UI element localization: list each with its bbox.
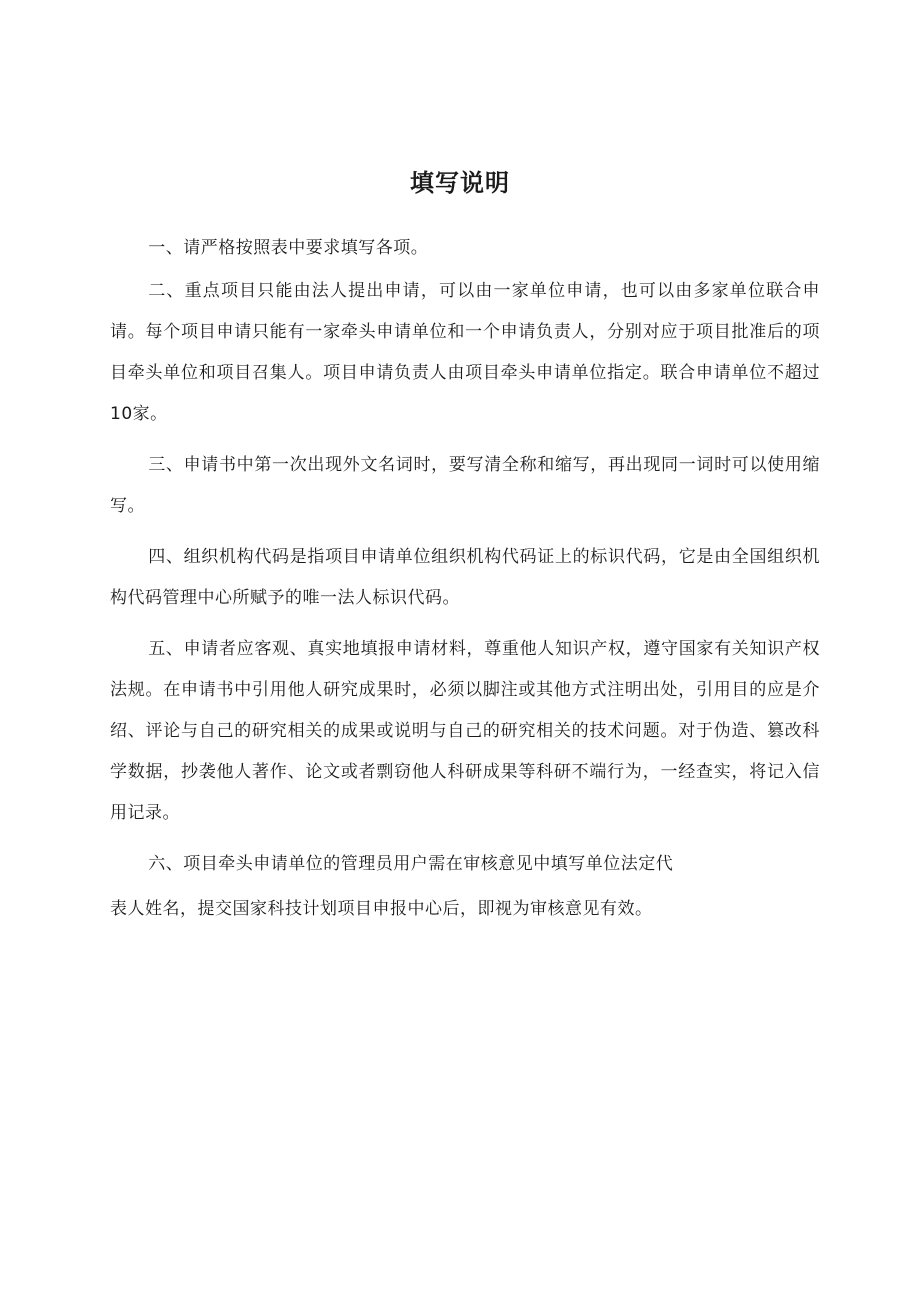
instruction-paragraph-5: 五、申请者应客观、真实地填报申请材料，尊重他人知识产权，遵守国家有关知识产权法规。在申请书中引用他人研究成果时，必须以脚注或其他方式注明出处，引用目的应是介绍、评论与自己的研究相关的成果或说明与自己的研究相关的技术问题。对于伪造、篡改科学数据，抄袭他人著作、论文或者剽窃他人科研成果等科研不端行为，一经查实，将记入信用记录。: [110, 639, 820, 823]
instruction-paragraph-3: 三、申请书中第一次出现外文名词时，要写清全称和缩写，再出现同一词时可以使用缩写。: [110, 455, 820, 516]
instructions-body: [110, 228, 820, 930]
instruction-paragraph-6-line-1: 六、项目牵头申请单位的管理员用户需在审核意见中填写单位法定代: [148, 854, 674, 874]
instruction-paragraph-4: 四、组织机构代码是指项目申请单位组织机构代码证上的标识代码，它是由全国组织机构代码管理中心所赋予的唯一法人标识代码。: [110, 547, 820, 608]
instruction-paragraph-2: 二、重点项目只能由法人提出申请，可以由一家单位申请，也可以由多家单位联合申请。每个项目申请只能有一家牵头申请单位和一个申请负责人，分别对应于项目批准后的项目牵头单位和项目召集人。项目申请负责人由项目牵头申请单位指定。联合申请单位不超过10家。: [110, 281, 820, 424]
instruction-paragraph-6-line-2: 表人姓名，提交国家科技计划项目申报中心后，即视为审核意见有效。: [110, 899, 653, 919]
instruction-paragraph-1: 一、请严格按照表中要求填写各项。: [148, 238, 429, 258]
page-title: 填写说明: [410, 169, 510, 197]
